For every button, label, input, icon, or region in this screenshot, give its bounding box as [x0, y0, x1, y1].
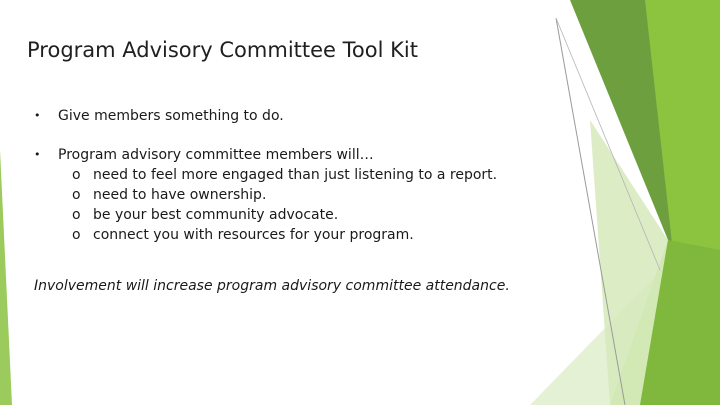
conclusion-text: Involvement will increase program advisory committee attendance. — [34, 278, 510, 294]
left-accent-sliver — [0, 150, 12, 405]
bullet-marker: • — [34, 109, 41, 122]
sub-bullet-text: need to feel more engaged than just listening to a report. — [93, 167, 498, 183]
sub-bullet-text: be your best community advocate. — [93, 207, 339, 223]
bullet-text: Program advisory committee members will… — [58, 147, 374, 163]
sub-bullet-marker: o — [72, 167, 81, 183]
sub-bullet-item — [58, 205, 497, 225]
bullet-list — [34, 106, 497, 245]
bullet-item — [34, 145, 497, 245]
sub-bullet-marker: o — [72, 187, 81, 203]
sub-bullet-marker: o — [72, 227, 81, 243]
sub-bullet-text: need to have ownership. — [93, 187, 267, 203]
sub-bullet-marker: o — [72, 207, 81, 223]
slide-title: Program Advisory Committee Tool Kit — [27, 38, 418, 62]
sub-bullet-item — [58, 165, 497, 185]
bullet-item — [34, 106, 497, 126]
bullet-marker: • — [34, 148, 41, 161]
sub-bullet-item — [58, 225, 497, 245]
sub-bullet-item — [58, 185, 497, 205]
sub-bullet-list — [58, 165, 497, 245]
sub-bullet-text: connect you with resources for your program. — [93, 227, 414, 243]
bullet-text: Give members something to do. — [58, 108, 284, 124]
